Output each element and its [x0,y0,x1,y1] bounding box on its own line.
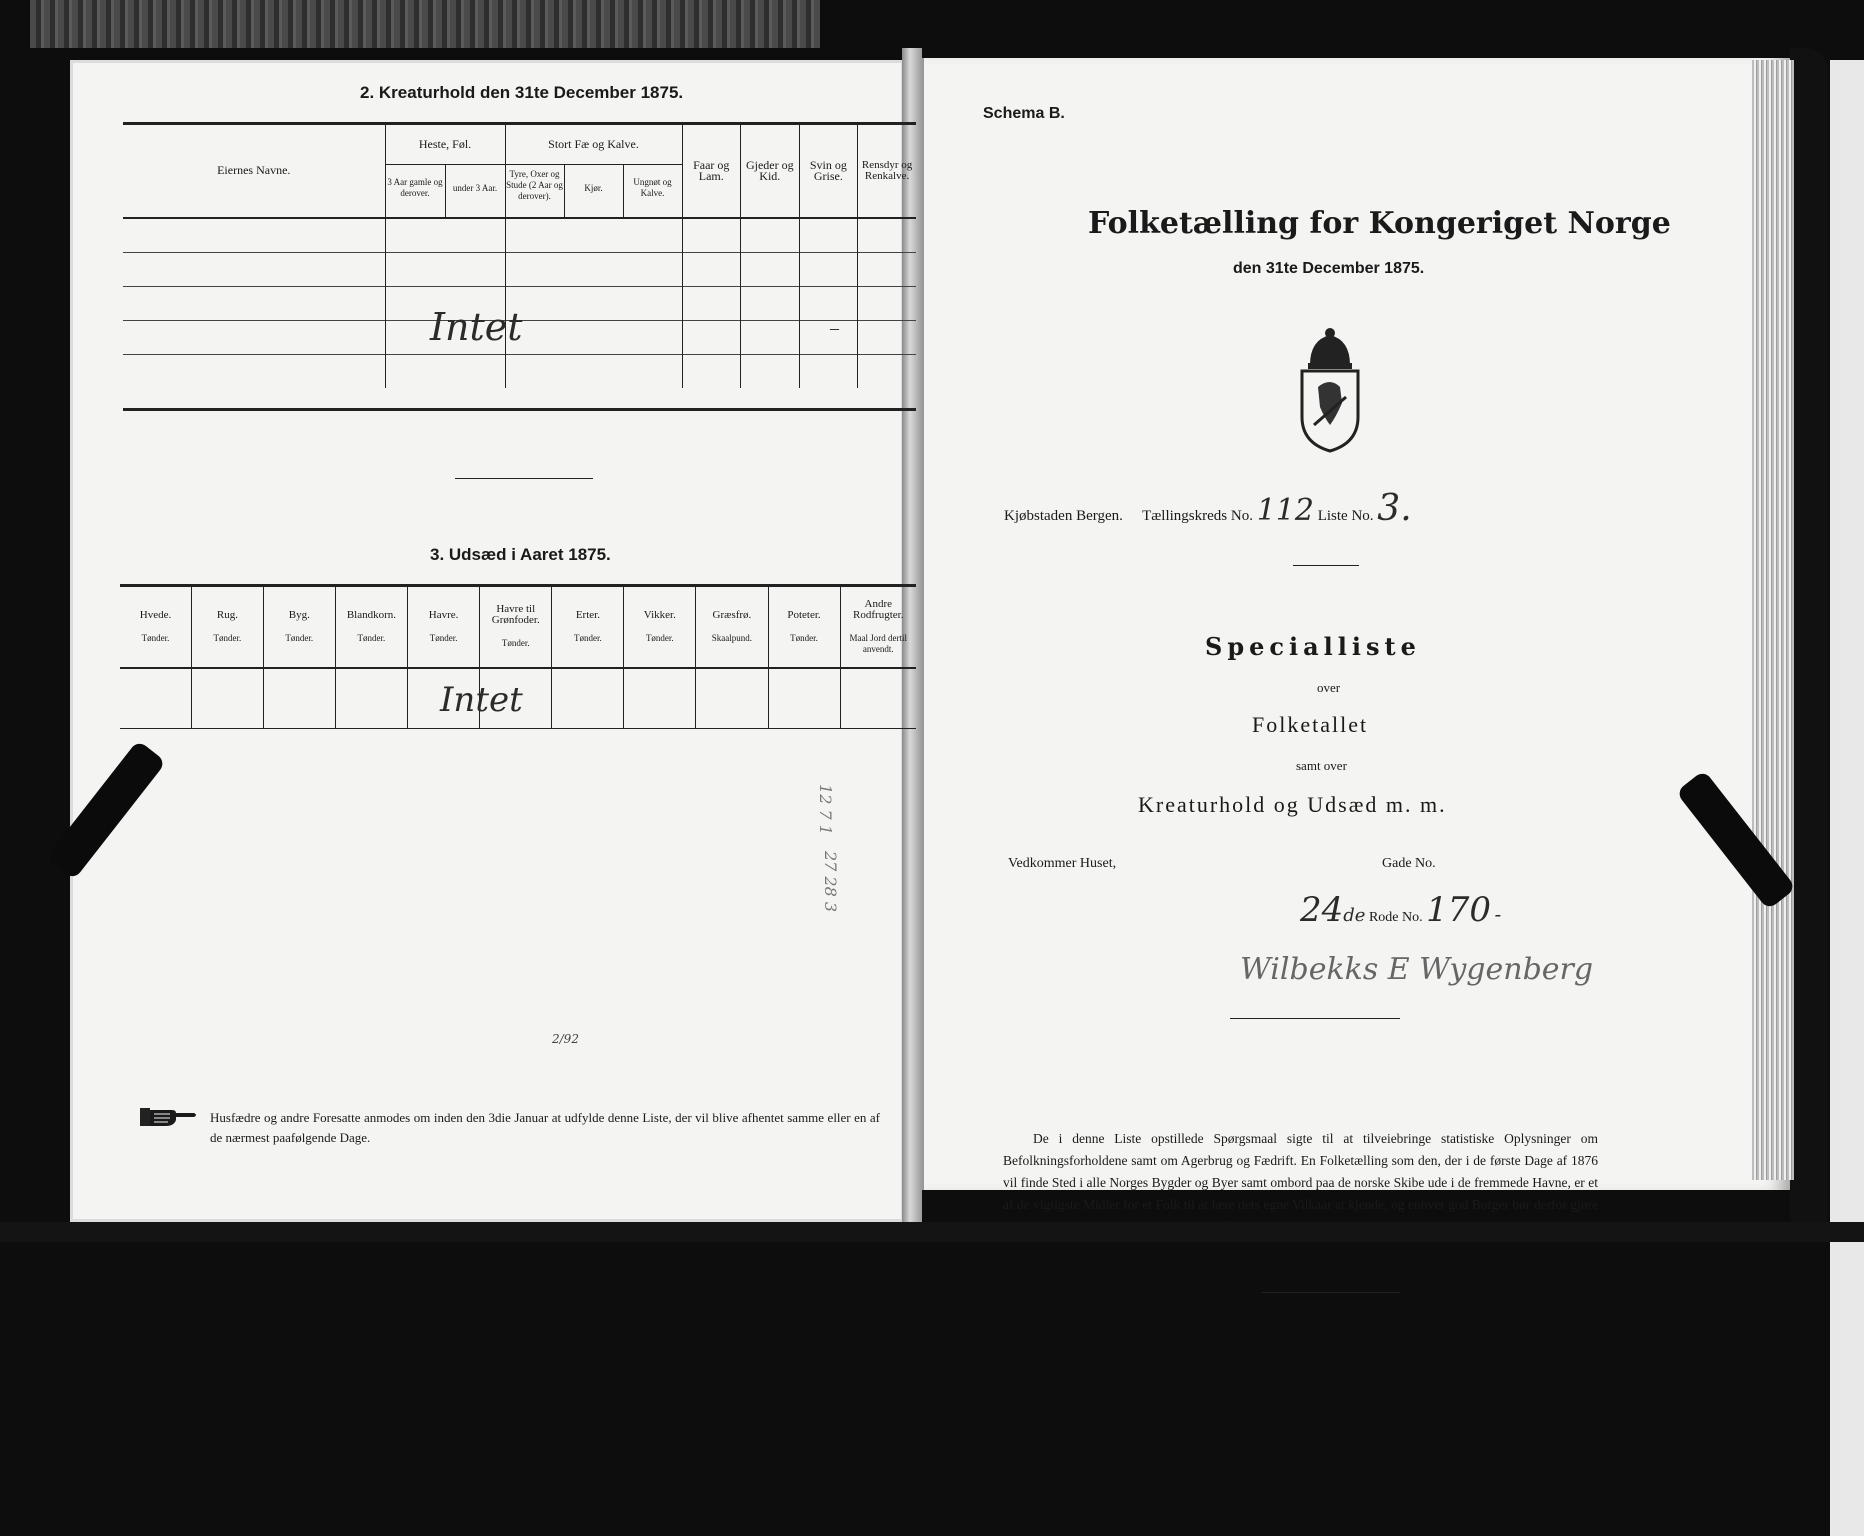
cattle-header: Stort Fæ og Kalve. [506,124,682,165]
section3-title: 3. Udsæd i Aaret 1875. [430,545,611,564]
seed-crop-label: Poteter. [787,608,821,621]
district-number: 112 [1256,493,1314,528]
folketallet-text: Folketallet [1252,712,1369,737]
book-cover [0,1222,1864,1242]
divider [1262,1292,1400,1293]
pencil-note [821,851,840,912]
kreaturhold-text: Kreaturhold og Udsæd m. m. [1138,792,1447,817]
horses-under3-header: under 3 Aar. [452,183,498,193]
seed-crop-label: Hvede. [139,608,172,621]
seed-cell [191,668,263,728]
seed-crop-label: Erter. [575,608,600,621]
house-number: 24 [1300,890,1344,930]
seed-crop-label: Græsfrø. [712,608,752,621]
seed-crop-label: Havre. [428,608,459,621]
owner-header: Eiernes Navne. [123,124,385,218]
scan-edge [1830,60,1864,1536]
seed-unit-label: Tønder. [213,632,242,643]
rode-label: Rode No. [1368,910,1423,925]
divider [1293,565,1359,566]
section2-title: 2. Kreaturhold den 31te December 1875. [360,83,684,102]
gade-label: Gade No. [1382,856,1436,871]
seed-crop-label: Vikker. [643,608,676,621]
page-edges [1752,60,1794,1180]
handwritten-intet-livestock: Intet [430,305,523,349]
seed-crop-label: Havre til Grønfoder. [491,603,540,626]
seed-unit-label: Tønder. [501,638,530,648]
note-number: 1 [815,824,835,835]
table-bottom-rule [123,408,916,411]
seed-cell [696,668,768,728]
seed-cell [624,668,696,728]
seed-cell [335,668,407,728]
horses-3yr-header: 3 Aar gamle og derover. [386,165,446,217]
seed-table-bottom-rule [120,728,916,729]
house-number-suffix: de [1343,905,1366,926]
seed-column-header [120,586,191,668]
pencil-note [816,784,835,835]
seed-cell [768,668,840,728]
reindeer-header: Rensdyr og Renkalve. [861,158,913,182]
pigs-header: Svin og Grise. [799,124,858,218]
seed-unit-label: Tønder. [357,632,386,643]
sheep-header: Faar og Lam. [682,124,740,218]
rode-dash: - [1494,902,1502,926]
schema-label: Schema B. [983,105,1065,122]
coat-of-arms-icon [1290,325,1370,455]
bulls-header: Tyre, Oxer og Stude (2 Aar og derover). [506,165,565,217]
footer-note: Husfædre og andre Foresatte anmodes om inden den 3die Januar at udfylde denne Liste, der vil blive afhentet samme eller en af de nærmest paafølgende Dage. [210,1110,880,1145]
note-number: 28 [821,876,841,897]
seed-unit-label: Tønder. [429,632,458,643]
seed-column-header [624,586,696,668]
house-line [1300,890,1501,930]
seed-column-header [480,586,552,668]
house-label: Vedkommer Huset, [1008,856,1117,871]
seed-cell [120,668,191,728]
seed-unit-label: Tønder. [574,632,602,643]
seed-unit-label: Tønder. [790,632,818,643]
seed-crop-label: Rug. [216,608,238,621]
seed-crop-label: Byg. [288,608,310,621]
seed-column-header [408,586,480,668]
main-title: Folketælling for Kongeriget Norge [1088,206,1671,241]
over-text: over [1317,680,1341,695]
seed-column-header [840,586,916,668]
seed-column-header [768,586,840,668]
small-fraction-note: 2/92 [552,1032,579,1046]
seed-cell [552,668,624,728]
seed-unit-label: Tønder. [645,632,674,643]
note-number: 27 [821,850,841,872]
seed-unit-label: Skaalpund. [711,632,753,643]
seed-column-header [696,586,768,668]
seed-crop-label: Blandkorn. [346,608,397,621]
seed-cell [263,668,335,728]
signature: Wilbekks E Wygenberg [1240,952,1594,987]
seed-column-header [263,586,335,668]
divider [455,478,593,479]
pointing-hand-icon [140,1105,198,1129]
cows-header: Kjør. [565,165,624,217]
seed-unit-label: Maal Jord dertil anvendt. [849,632,908,654]
city-label: Kjøbstaden Bergen. [1004,508,1123,524]
subtitle-date: den 31te December 1875. [1233,260,1425,277]
horses-header: Heste, Føl. [386,124,505,165]
book-cover [1790,48,1828,1238]
calves-header: Ungnøt og Kalve. [633,177,672,198]
seed-cell [840,668,916,728]
dash-mark: – [830,318,839,338]
district-label: Tællingskreds No. [1142,508,1253,524]
note-number: 7 [815,809,835,820]
seed-column-header [335,586,407,668]
list-number: 3. [1377,488,1412,529]
list-label: Liste No. [1317,508,1374,524]
specialliste-heading: Specialliste [1205,632,1421,661]
seed-crop-label: Andre Rodfrugter. [853,597,904,621]
note-number: 12 [815,784,835,805]
note-number: 3 [821,901,841,913]
seed-column-header [191,586,263,668]
samt-over-text: samt over [1296,758,1347,773]
goats-header: Gjeder og Kid. [741,124,800,218]
handwritten-intet-seed: Intet [440,680,523,720]
scan-edge [30,0,820,48]
location-line [1004,488,1412,529]
seed-unit-label: Tønder. [141,632,170,643]
signature-line [1230,1018,1400,1019]
notice-text: De i denne Liste opstillede Spørgsmaal sigte til at tilveiebringe statistiske Oplysninger om Befolkningsforholdene samt om Agerbrug og Fædrift. En Folketælling som den, der i de første Dage af 1876 vil finde Sted i alle Norges Bygder og Byer samt ombord paa de norske Skibe ude i de fremmede Havne, er et af de vigtigste Midler for et Folk til at lære dets egne Vilkaar at kjende, og enhver god Borger bør derfor gjøre [1003,1131,1598,1212]
seed-column-header [552,586,624,668]
rode-number: 170 [1426,890,1492,930]
seed-unit-label: Tønder. [285,632,314,643]
